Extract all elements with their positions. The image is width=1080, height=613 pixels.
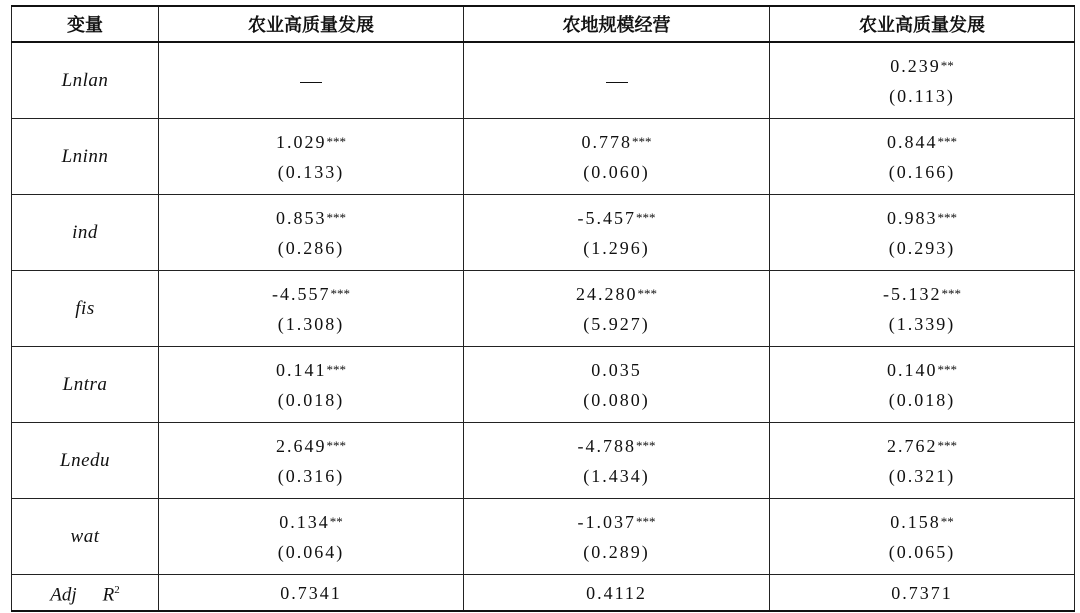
estimate-cell	[770, 423, 1075, 499]
coefficient-value: -5.457	[577, 207, 636, 228]
variable-name: wat	[12, 499, 159, 575]
significance-stars: ***	[937, 361, 957, 377]
estimate-cell	[770, 499, 1075, 575]
standard-error: (0.289)	[583, 541, 650, 562]
standard-error: (0.018)	[277, 389, 345, 410]
coefficient-value: 0.239	[890, 55, 941, 76]
coefficient-value: -5.132	[883, 283, 942, 304]
coefficient	[770, 51, 1074, 81]
header-col-2: 农地规模经营	[464, 6, 770, 42]
estimate-cell	[464, 119, 770, 195]
significance-stars: ***	[330, 285, 350, 301]
coefficient	[464, 279, 769, 309]
significance-stars: **	[940, 513, 954, 529]
standard-error: (0.293)	[888, 237, 956, 258]
standard-error: (1.308)	[277, 313, 345, 334]
significance-stars: ***	[937, 437, 957, 453]
r-label: R	[102, 584, 115, 606]
adj-r2-row	[12, 575, 1075, 612]
variable-name: ind	[12, 195, 159, 271]
coefficient	[770, 203, 1074, 233]
variable-name: Lnlan	[12, 42, 159, 119]
estimate-cell	[159, 42, 464, 119]
coefficient	[464, 203, 769, 233]
coefficient	[464, 127, 769, 157]
coefficient-value: 0.844	[887, 131, 938, 152]
estimate-cell	[770, 42, 1075, 119]
estimate-cell	[770, 271, 1075, 347]
coefficient-value: 0.134	[279, 511, 330, 532]
header-col-1: 农业高质量发展	[159, 6, 464, 42]
table-header	[12, 6, 1075, 42]
estimate-cell	[159, 499, 464, 575]
estimate-cell	[464, 42, 770, 119]
not-applicable-dash	[606, 82, 628, 83]
coefficient	[464, 355, 769, 385]
coefficient	[770, 355, 1074, 385]
coefficient	[159, 203, 463, 233]
significance-stars: ***	[636, 209, 656, 225]
standard-error: (0.080)	[583, 389, 650, 410]
standard-error: (0.060)	[583, 161, 650, 182]
coefficient-value: -1.037	[577, 511, 636, 532]
estimate-cell	[464, 499, 770, 575]
coefficient-value: 2.649	[276, 435, 327, 456]
standard-error: (0.113)	[889, 85, 955, 106]
header-variable: 变量	[12, 6, 159, 42]
coefficient-value: 24.280	[576, 283, 638, 304]
standard-error: (0.316)	[277, 465, 345, 486]
coefficient	[464, 431, 769, 461]
standard-error: (0.018)	[888, 389, 956, 410]
estimate-cell	[464, 195, 770, 271]
estimate-cell	[464, 347, 770, 423]
table-row	[12, 271, 1075, 347]
coefficient-value: 1.029	[276, 131, 327, 152]
standard-error: (1.339)	[888, 313, 956, 334]
estimate-cell	[770, 347, 1075, 423]
coefficient	[159, 279, 463, 309]
coefficient	[770, 431, 1074, 461]
significance-stars: ***	[637, 285, 657, 301]
variable-name: Lninn	[12, 119, 159, 195]
variable-name: Lntra	[12, 347, 159, 423]
significance-stars: ***	[326, 437, 346, 453]
standard-error: (0.286)	[277, 237, 345, 258]
coefficient	[159, 127, 463, 157]
table-row	[12, 195, 1075, 271]
significance-stars: ***	[636, 437, 656, 453]
coefficient	[464, 507, 769, 537]
coefficient-value: -4.788	[577, 435, 636, 456]
standard-error: (5.927)	[583, 313, 650, 334]
significance-stars: ***	[326, 133, 346, 149]
header-col-3: 农业高质量发展	[770, 6, 1075, 42]
variable-name: fis	[12, 271, 159, 347]
standard-error: (0.065)	[888, 541, 956, 562]
table-row	[12, 119, 1075, 195]
table-row	[12, 42, 1075, 119]
significance-stars: ***	[937, 209, 957, 225]
standard-error: (1.434)	[583, 465, 650, 486]
significance-stars: ***	[636, 513, 656, 529]
variable-name: Lnedu	[12, 423, 159, 499]
coefficient-value: 0.983	[887, 207, 938, 228]
estimate-cell	[464, 423, 770, 499]
estimate-cell	[159, 347, 464, 423]
coefficient-value: 0.035	[591, 359, 642, 380]
significance-stars: **	[329, 513, 343, 529]
standard-error: (0.133)	[277, 161, 345, 182]
coefficient	[159, 431, 463, 461]
adj-r2-value: 0.4112	[464, 575, 770, 612]
significance-stars: ***	[937, 133, 957, 149]
table-body	[12, 42, 1075, 611]
not-applicable-dash	[300, 82, 322, 83]
coefficient-value: 0.141	[276, 359, 327, 380]
coefficient-value: 2.762	[887, 435, 938, 456]
standard-error: (1.296)	[583, 237, 650, 258]
table-row	[12, 347, 1075, 423]
header-row	[12, 6, 1075, 42]
significance-stars: ***	[326, 209, 346, 225]
adj-r2-label	[12, 575, 159, 612]
estimate-cell	[159, 271, 464, 347]
estimate-cell	[159, 119, 464, 195]
estimate-cell	[159, 195, 464, 271]
standard-error: (0.321)	[888, 465, 956, 486]
significance-stars: **	[940, 57, 954, 73]
coefficient-value: 0.158	[890, 511, 941, 532]
significance-stars: ***	[326, 361, 346, 377]
coefficient	[159, 507, 463, 537]
coefficient-value: 0.853	[276, 207, 327, 228]
coefficient-value: -4.557	[272, 283, 331, 304]
standard-error: (0.064)	[277, 541, 345, 562]
table-row	[12, 499, 1075, 575]
significance-stars: ***	[941, 285, 961, 301]
adj-r2-value: 0.7371	[770, 575, 1075, 612]
r-superscript: 2	[114, 584, 120, 596]
coefficient	[770, 127, 1074, 157]
coefficient	[159, 355, 463, 385]
table-row	[12, 423, 1075, 499]
coefficient-value: 0.140	[887, 359, 938, 380]
standard-error: (0.166)	[888, 161, 956, 182]
regression-table	[11, 5, 1075, 612]
significance-stars: ***	[632, 133, 652, 149]
adj-r2-value: 0.7341	[159, 575, 464, 612]
estimate-cell	[464, 271, 770, 347]
estimate-cell	[770, 195, 1075, 271]
adj-label: Adj	[50, 584, 77, 606]
estimate-cell	[770, 119, 1075, 195]
coefficient	[770, 279, 1074, 309]
coefficient-value: 0.778	[581, 131, 632, 152]
estimate-cell	[159, 423, 464, 499]
coefficient	[770, 507, 1074, 537]
